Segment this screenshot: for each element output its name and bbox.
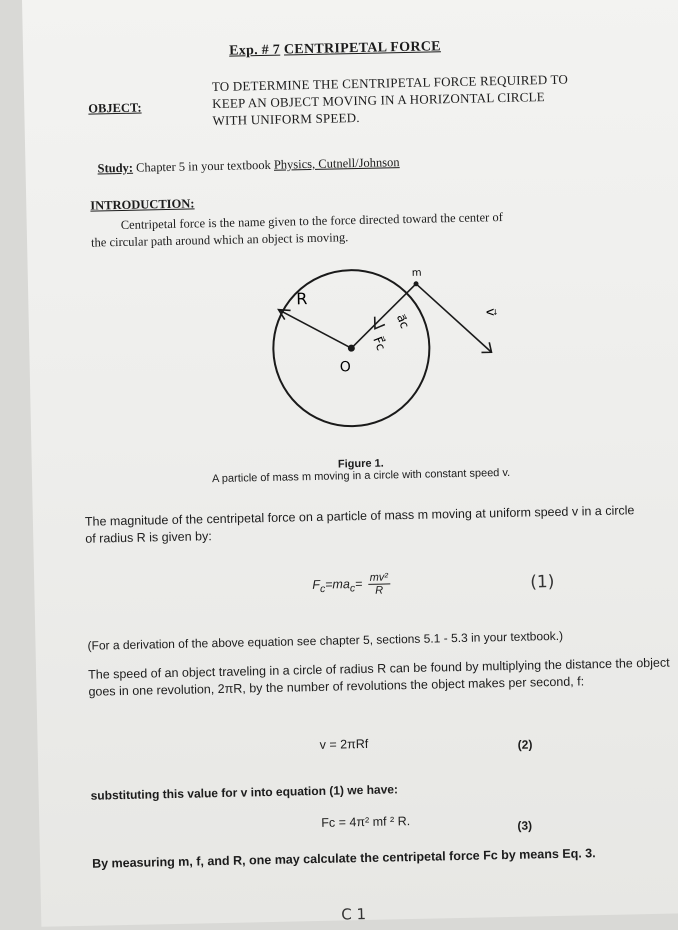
- introduction-paragraph: [91, 207, 612, 252]
- equation-2-number: (2): [517, 737, 533, 752]
- document-page: [22, 0, 678, 927]
- page-title: [229, 39, 441, 59]
- equation-1-number: (1): [530, 571, 555, 593]
- study-label: Study:: [97, 160, 134, 176]
- introduction-heading: INTRODUCTION:: [90, 196, 195, 213]
- figure-caption-text: A particle of mass m moving in a circle with constant speed v.: [211, 466, 511, 486]
- intro-line-2: the circular path around which an object is moving.: [90, 230, 349, 250]
- equation-3: Fc = 4π² mf ² R.: [321, 814, 411, 830]
- eq1-lhs-sub: c: [319, 584, 326, 596]
- equation-1: $F_c=ma_c=$ $\frac{\text{mv²}}{R}$: [312, 571, 390, 598]
- paragraph-magnitude: The magnitude of the centripetal force on a particle of mass m moving at uniform speed v in a circle of radius R is given by:: [84, 503, 635, 546]
- object-line: WITH UNIFORM SPEED.: [212, 109, 360, 129]
- title-main: CENTRIPETAL FORCE: [283, 39, 441, 58]
- figure-caption: [212, 455, 511, 485]
- paragraph-measuring: By measuring m, f, and R, one may calculate the centripetal force Fc by means Eq. 3.: [91, 846, 596, 871]
- label-ac: a⃗c: [393, 312, 413, 331]
- label-R: R: [296, 289, 308, 309]
- label-m: m: [411, 267, 422, 279]
- page-number: C 1: [341, 904, 367, 924]
- equation-3-number: (3): [517, 818, 533, 833]
- object-text: [212, 71, 569, 129]
- eq1-mid-sub: c: [349, 583, 356, 595]
- label-v: v⃗: [482, 308, 498, 317]
- intro-line-1: Centripetal force is the name given to the force directed toward the center of: [120, 209, 503, 232]
- radius-line: [279, 308, 352, 349]
- object-line: KEEP AN OBJECT MOVING IN A HORIZONTAL CIRCLE: [212, 89, 545, 112]
- study-line: [97, 155, 399, 176]
- study-text: Chapter 5 in your textbook: [135, 157, 271, 175]
- equation-2: v = 2πRf: [319, 736, 369, 752]
- paragraph-speed: The speed of an object traveling in a circle of radius R can be found by multiplying the distance the object goes in one revolution, 2πR, by the number of revolutions the object makes per second, f:: [87, 655, 670, 699]
- object-label: OBJECT:: [88, 100, 142, 116]
- label-Fc: F⃗c: [370, 334, 389, 353]
- title-prefix: Exp. # 7: [228, 42, 281, 59]
- circular-motion-figure: [248, 259, 542, 455]
- eq1-lhs: F: [312, 577, 321, 592]
- figure-title: Figure 1.: [337, 457, 384, 471]
- eq1-numerator: mv²: [368, 571, 391, 584]
- eq1-denominator: R: [375, 584, 384, 597]
- study-book: Physics, Cutnell/Johnson: [273, 155, 400, 172]
- label-O: O: [339, 359, 351, 376]
- paragraph-substituting: substituting this value for v into equation (1) we have:: [90, 782, 399, 803]
- paragraph-derivation: (For a derivation of the above equation see chapter 5, sections 5.1 - 5.3 in your textbook.): [87, 628, 564, 653]
- eq1-mid: =ma: [325, 577, 350, 592]
- velocity-vector: [416, 282, 491, 354]
- object-line: TO DETERMINE THE CENTRIPETAL FORCE REQUIRED TO: [211, 71, 569, 95]
- eq1-fraction: [368, 571, 391, 596]
